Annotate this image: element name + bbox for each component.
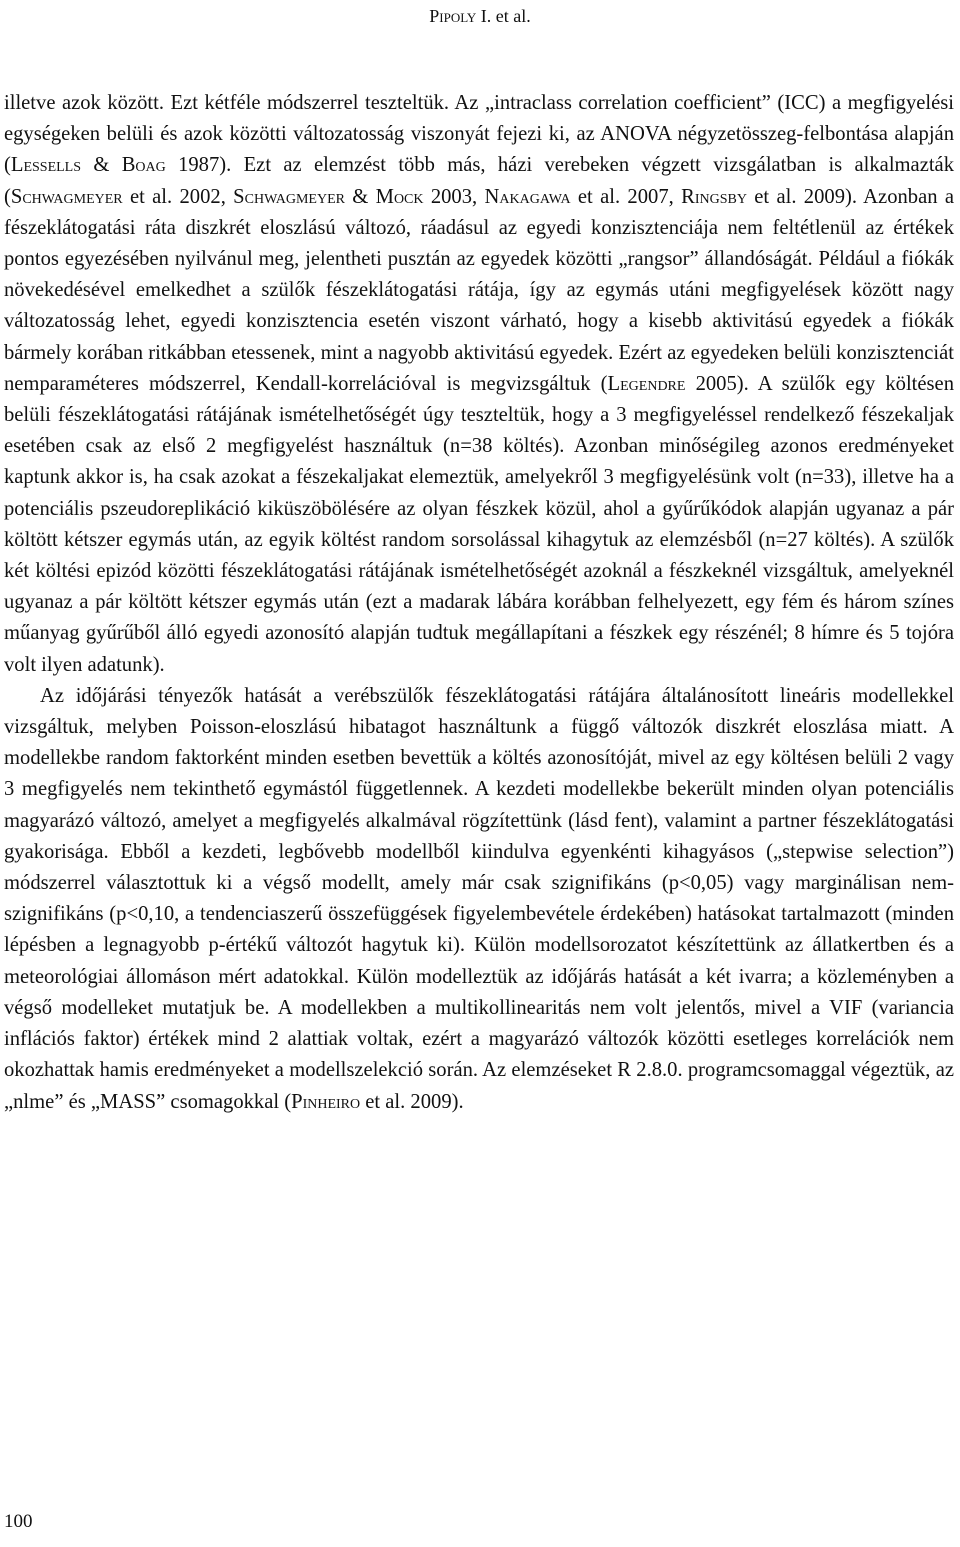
- cited-author: Legendre: [607, 372, 686, 395]
- paragraph-2: Az időjárási tényezők hatását a verébszülők fészeklátogatási rátájára általánosított lineáris modellekkel vizsgáltuk, melyben Poisson-eloszlású hibatagot használtunk a függő változók diszkrét eloszlása miatt. A modellekbe random faktorként minden esetben bevettük a költés azonosítóját, mivel az egy költésen belüli 2 vagy 3 megfigyelés nem tekinthető egymástól függetlennek. A kezdeti modellekbe bekerült minden olyan potenciális magyarázó változó, amelyet a megfigyelés alkalmával rögzítettünk (lásd fent), valamint a partner fészeklátogatási gyakorisága. Ebből a kezdeti, legbővebb modellből kiindulva egyenkénti kihagyásos („stepwise selection”) módszerrel választottuk ki a végső modellt, amely már csak szignifikáns (p<0,05) vagy marginálisan nem-szignifikáns (p<0,10, a tendenciaszerű összefüggések figyelembevétele érdekében) hatásokat tartalmazott (minden lépésben a legnagyobb p-értékű változót hagytuk ki). Külön modellsorozatot készítettünk az állatkertben és a meteorológiai állomáson mért adatokkal. Külön modelleztük az időjárás hatását a két ivarra; a közleményben a végső modelleket mutatjuk be. A modellekben a multikollinearitás nem volt jelentős, mivel a VIF (variancia inflációs faktor) értékek mind 2 alattiak voltak, ezért a magyarázó változók közötti esetleges korrelációk nem okozhattak hamis eredményeket a modellszelekció során. Az elemzéseket R 2.8.0. programcsomaggal végeztük, az „nlme” és „MASS” csomagokkal (Pinheiro et al. 2009).: [4, 684, 954, 1113]
- paragraph-1: illetve azok között. Ezt kétféle módszerrel teszteltük. Az „intraclass correlation coefficient” (ICC) a megfigyelési egységeken belüli és azok közötti változatosság viszonyát fejezi ki, az ANOVA négyzetösszeg-felbontása alapján (Lessells & Boag 1987). Ezt az elemzést több más, házi verebeken végzett vizsgálatban is alkalmazták (Schwagmeyer et al. 2002, Schwagmeyer & Mock 2003, Nakagawa et al. 2007, Ringsby et al. 2009). Azonban a fészeklátogatási ráta diszkrét eloszlású változó, ráadásul az egyedi konzisztenciája nem feltétlenül az értékek pontos egyezésében nyilvánul meg, jelentheti pusztán az egyedek közötti „rangsor” állandóságát. Például a fiókák növekedésével emelkedhet a szülők fészeklátogatási rátája, így az egymás utáni megfigyelések között nagy változatosság lehet, egyedi konzisztencia esetén viszont várható, hogy a kisebb aktivitású egyedek a fiókák bármely korában ritkábban etessenek, mint a nagyobb aktivitású egyedek. Ezért az egyedeken belüli konzisztenciát nemparaméteres módszerrel, Kendall-korrelációval is megvizsgáltuk (Legendre 2005). A szülők egy költésen belüli fészeklátogatási rátájának ismételhetőségét úgy teszteltük, hogy a 3 megfigyeléssel rendelkező fészekaljak esetében csak az első 2 megfigyelést használtuk (n=38 költés). Azonban minőségileg azonos eredményeket kaptunk akkor is, ha csak azokat a fészekaljakat elemeztük, amelyekről 3 megfigyelésünk volt (n=33), illetve ha a potenciális pszeudoreplikáció kiküszöbölésére az olyan fészkek közül, ahol a gyűrűkódok alapján ugyanaz a pár költött kétszer egymás után, az egyik költést random sorsolással kihagytuk az elemzésből (n=27 költés). A szülők két költési epizód közötti fészeklátogatási rátájának ismételhetőségét azoknál a fészkeknél vizsgáltuk, amelyeknél ugyanaz a pár költött kétszer egymás után (ezt a madarak lábára korábban felhelyezett, egy fém és három színes műanyag gyűrűből álló egyedi azonosító alapján tudtuk megállapítani a fészkek egy részénél; 8 hímre és 5 tojóra volt ilyen adatunk).: [4, 92, 954, 676]
- running-header: [0, 4, 960, 28]
- cited-author: Ringsby: [681, 185, 747, 208]
- cited-author: Lessells: [10, 154, 82, 177]
- cited-author: Schwagmeyer: [10, 185, 123, 208]
- cited-author: Pinheiro: [291, 1090, 361, 1113]
- cited-author: Schwagmeyer: [233, 185, 345, 208]
- cited-author: Mock: [375, 185, 424, 208]
- cited-author: Nakagawa: [484, 185, 571, 208]
- cited-author: Boag: [121, 154, 166, 177]
- running-header-text: Pipoly I. et al.: [429, 6, 531, 26]
- page-number: 100: [4, 1511, 33, 1532]
- body-text: [4, 88, 954, 1118]
